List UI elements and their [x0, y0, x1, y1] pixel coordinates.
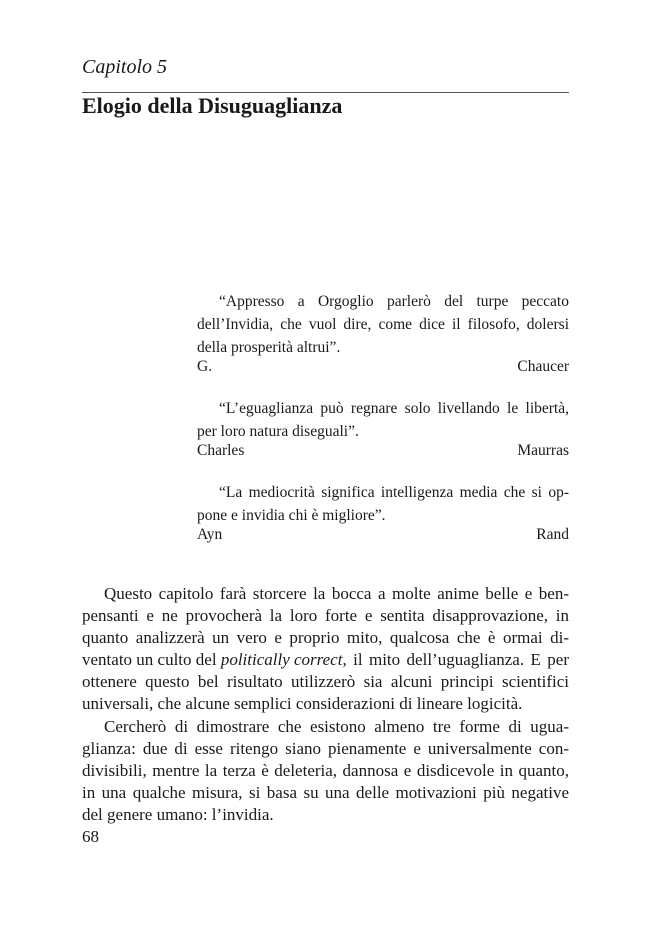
body-line: ottenere questo bel risultato utilizzerò sia alcuni principi scientifici	[82, 672, 569, 691]
text: ventato un culto del	[82, 650, 221, 669]
body-line: del genere umano: l’invidia.	[82, 805, 274, 824]
body-line: glianza: due di esse ritengo siano pienamente e universalmente con-	[82, 739, 569, 758]
quote-line: “Appresso a Orgoglio parlerò del turpe peccato	[219, 293, 569, 310]
quote-author: Charles Maurras	[197, 442, 569, 459]
quote-line: per loro natura diseguali”.	[197, 423, 359, 440]
page-number: 68	[82, 827, 99, 846]
body-line	[82, 649, 569, 671]
body-line: universali, che alcune semplici considerazioni di lineare logicità.	[82, 694, 523, 713]
quote-author: Ayn Rand	[197, 526, 569, 543]
body-line: Questo capitolo farà storcere la bocca a molte anime belle e ben-	[104, 584, 569, 603]
quote-line: della prosperità altrui”.	[197, 339, 341, 356]
quote-line: “La mediocrità significa intelligenza media che si op-	[219, 484, 569, 501]
chapter-label: Capitolo 5	[82, 56, 168, 78]
quote-line: “L’eguaglianza può regnare solo livellando le libertà,	[219, 400, 569, 417]
body-line: quanto analizzerà un vero e proprio mito, qualcosa che è ormai di-	[82, 628, 569, 647]
body-line: in una qualche misura, si basa su una delle motivazioni più negative	[82, 783, 569, 802]
italic-phrase: politically correct	[220, 650, 343, 669]
quote-author: G. Chaucer	[197, 358, 569, 375]
chapter-title: Elogio della Disuguaglianza	[82, 93, 343, 118]
quote-line: dell’Invidia, che vuol dire, come dice il filosofo, dolersi	[197, 316, 569, 333]
body-line: Cercherò di dimostrare che esistono almeno tre forme di ugua-	[104, 717, 569, 736]
quote-line: pone e invidia chi è migliore”.	[197, 507, 386, 524]
text: , il mito dell’uguaglianza. E per	[342, 650, 569, 669]
body-line: divisibili, mentre la terza è deleteria, dannosa e disdicevole in quanto,	[82, 761, 569, 780]
body-line: pensanti e ne provocherà la loro forte e sentita disapprovazione, in	[82, 606, 569, 625]
